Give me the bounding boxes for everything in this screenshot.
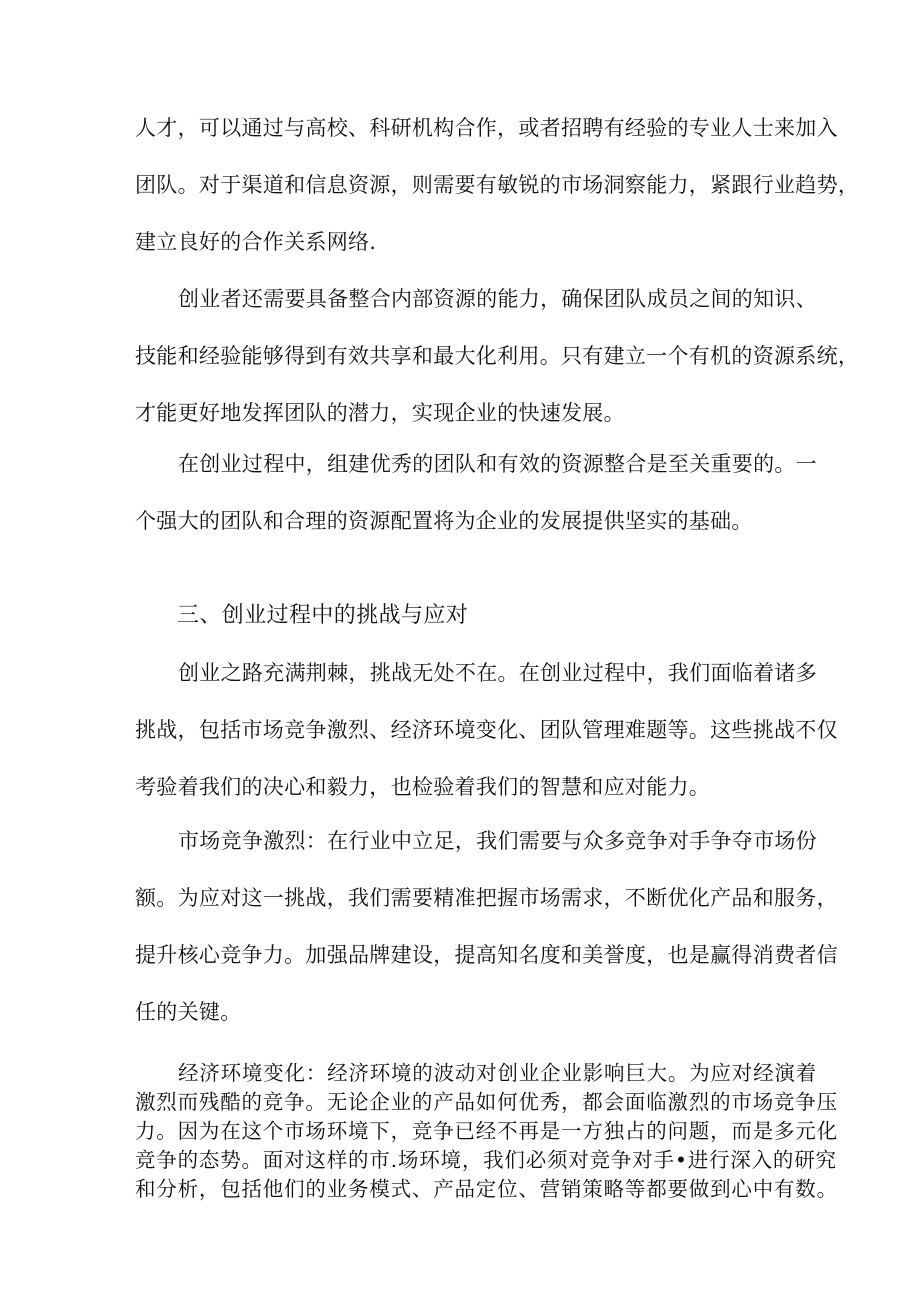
paragraph-internal-integration [135,271,860,442]
text-line: 人才，可以通过与高校、科研机构合作，或者招聘有经验的专业人士来加入 [135,116,838,140]
text-line: 和分析，包括他们的业务模式、产品定位、营销策略等都要做到心中有数。 [135,1177,838,1201]
text-line: 市场竞争激烈：在行业中立足，我们需要与众多竞争对手争夺市场份 [178,829,817,853]
paragraph-market-competition [135,813,838,1041]
text-line: 力。因为在这个市场环境下，竞争已经不再是一方独占的问题，而是多元化 [135,1119,838,1143]
section-heading: 三、创业过程中的挑战与应对 [177,603,469,628]
paragraph-economic-change [135,1059,838,1204]
text-line: 激烈而残酷的竞争。无论企业的产品如何优秀，都会面临激烈的市场竞争压 [135,1090,838,1114]
text-line: 挑战，包括市场竞争激烈、经济环境变化、团队管理难题等。这些挑战不仅 [135,718,838,742]
paragraph-team-conclusion [135,436,817,550]
text-line: 竞争的态势。面对这样的市.场环境，我们必须对竞争对手•进行深入的研究 [135,1148,837,1172]
text-line: 创业之路充满荆棘，挑战无处不在。在创业过程中，我们面临着诸多 [178,661,817,685]
text-line: 在创业过程中，组建优秀的团队和有效的资源整合是至关重要的。一 [178,452,817,476]
text-line: 团队。对于渠道和信息资源，则需要有敏锐的市场洞察能力，紧跟行业趋势， [135,173,860,197]
paragraph-talent-resources [135,100,860,271]
text-line: 创业者还需要具备整合内部资源的能力，确保团队成员之间的知识、 [178,287,817,311]
text-line: 技能和经验能够得到有效共享和最大化利用。只有建立一个有机的资源系统， [135,344,860,368]
text-line: 才能更好地发挥团队的潜力，实现企业的快速发展。 [135,401,625,425]
paragraph-challenges-intro [135,645,838,816]
text-line: 考验着我们的决心和毅力，也检验着我们的智慧和应对能力。 [135,775,711,799]
text-line: 经济环境变化：经济环境的波动对创业企业影响巨大。为应对经演着 [178,1061,817,1085]
text-line: 建立良好的合作关系网络. [135,230,377,254]
text-line: 任的关键。 [135,1000,242,1024]
text-line: 额。为应对这一挑战，我们需要精准把握市场需求，不断优化产品和服务， [135,886,838,910]
text-line: 个强大的团队和合理的资源配置将为企业的发展提供坚实的基础。 [135,509,753,533]
text-line: 提升核心竞争力。加强品牌建设，提高知名度和美誉度，也是赢得消费者信 [135,943,838,967]
